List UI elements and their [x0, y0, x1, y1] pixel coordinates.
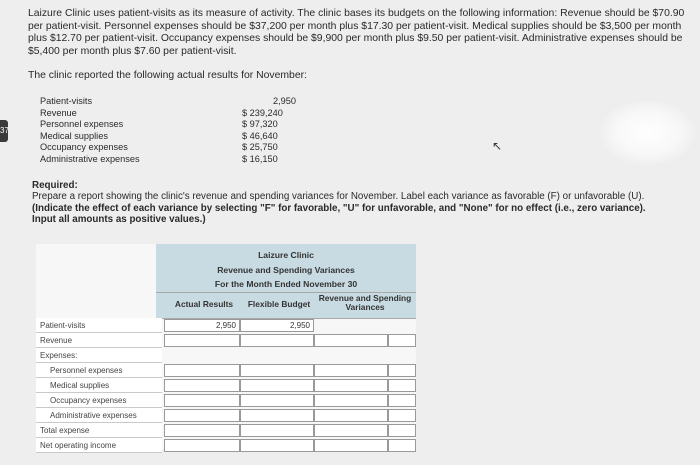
variance-amount-input[interactable] — [314, 409, 388, 422]
actual-label: Patient-visits — [40, 96, 93, 106]
screen-glare — [600, 100, 695, 165]
actual-label: Administrative expenses — [40, 153, 140, 164]
variance-fu-select[interactable] — [388, 379, 416, 392]
actual-results-list — [40, 96, 302, 166]
report-row-label: Expenses: — [36, 348, 162, 363]
actual-results-input: 2,950 — [164, 319, 240, 332]
col-header-variances: Revenue and Spending Variances — [318, 293, 412, 312]
question-number-tab[interactable]: 37 — [0, 120, 8, 142]
actual-label: Personnel expenses — [40, 119, 124, 130]
actual-value: $ 239,240 — [242, 107, 283, 118]
variance-fu-select[interactable] — [388, 334, 416, 347]
flexible-budget-input[interactable] — [240, 424, 314, 437]
reported-line: The clinic reported the following actual results for November: — [28, 70, 307, 81]
actual-value: 2,950 — [273, 96, 296, 106]
variance-amount-input[interactable] — [314, 439, 388, 452]
problem-intro: Laizure Clinic uses patient-visits as its measure of activity. The clinic bases its budgets on the following information: Revenue should be $70.90 per patient-visit. Personnel expenses should be $37,200 per month plus $17.30 per patient-visit. Medical supplies should be $3,500 per month plus $12.70 per patient-visit. Occupancy expenses should be $9,900 per month plus $9.50 per patient-visit. Administrative expenses should be $5,400 per month plus $7.60 per patient-visit. — [28, 8, 685, 57]
actual-results-input[interactable] — [164, 379, 240, 392]
mouse-cursor-icon: ↖ — [492, 139, 503, 153]
flexible-budget-input[interactable] — [240, 364, 314, 377]
report-title-period: For the Month Ended November 30 — [214, 279, 358, 289]
variance-fu-select[interactable] — [388, 409, 416, 422]
actual-results-input[interactable] — [164, 334, 240, 347]
actual-row — [40, 96, 302, 108]
variance-fu-select[interactable] — [388, 364, 416, 377]
report-row-label: Occupancy expenses — [36, 393, 162, 408]
actual-results-input[interactable] — [164, 424, 240, 437]
actual-results-input[interactable] — [164, 409, 240, 422]
flexible-budget-input[interactable] — [240, 409, 314, 422]
col-header-flexible: Flexible Budget — [247, 299, 311, 309]
actual-label: Medical supplies — [40, 130, 108, 141]
report-row-label: Medical supplies — [36, 378, 162, 393]
actual-row — [40, 108, 302, 120]
flexible-budget-input[interactable] — [240, 334, 314, 347]
actual-value: $ 25,750 — [242, 142, 278, 153]
variance-fu-select[interactable] — [388, 394, 416, 407]
variance-fu-select[interactable] — [388, 424, 416, 437]
actual-row — [40, 131, 302, 143]
actual-value: $ 46,640 — [242, 130, 278, 141]
flexible-budget-input[interactable] — [240, 379, 314, 392]
required-text: Prepare a report showing the clinic's revenue and spending variances for November. Label each variance as favorable (F) or unfavorable (U). — [32, 191, 645, 203]
actual-row — [40, 154, 302, 166]
report-row-label: Personnel expenses — [36, 363, 162, 378]
variance-fu-select[interactable] — [388, 439, 416, 452]
variance-amount-input[interactable] — [314, 424, 388, 437]
col-header-actual: Actual Results — [174, 299, 234, 309]
report-title-name: Revenue and Spending Variances — [217, 265, 355, 275]
variance-amount-input[interactable] — [314, 379, 388, 392]
report-row-label: Net operating income — [36, 438, 162, 453]
actual-value: $ 97,320 — [242, 119, 278, 130]
flexible-budget-input[interactable] — [240, 394, 314, 407]
variance-report-table — [36, 244, 416, 449]
actual-value: $ 16,150 — [242, 153, 278, 164]
variance-amount-input[interactable] — [314, 364, 388, 377]
variance-amount-input[interactable] — [314, 394, 388, 407]
actual-label: Occupancy expenses — [40, 142, 128, 153]
actual-results-input[interactable] — [164, 364, 240, 377]
report-row-label: Administrative expenses — [36, 408, 162, 423]
flexible-budget-input[interactable] — [240, 439, 314, 452]
required-section — [32, 180, 672, 226]
report-row-label: Revenue — [36, 333, 162, 348]
report-row-label: Patient-visits — [36, 318, 162, 333]
actual-label: Revenue — [40, 107, 77, 118]
header-rule — [156, 292, 416, 293]
flexible-budget-input: 2,950 — [240, 319, 314, 332]
actual-results-input[interactable] — [164, 394, 240, 407]
required-heading: Required: — [32, 180, 78, 191]
actual-results-input[interactable] — [164, 439, 240, 452]
required-instructions: (Indicate the effect of each variance by selecting "F" for favorable, "U" for unfavorable, and "None" for no effect (i.e., zero variance). Input all amounts as positive values.) — [32, 202, 646, 226]
actual-row — [40, 142, 302, 154]
variance-amount-input[interactable] — [314, 334, 388, 347]
report-title-company: Laizure Clinic — [258, 250, 314, 260]
report-row-label: Total expense — [36, 423, 162, 438]
actual-row — [40, 119, 302, 131]
